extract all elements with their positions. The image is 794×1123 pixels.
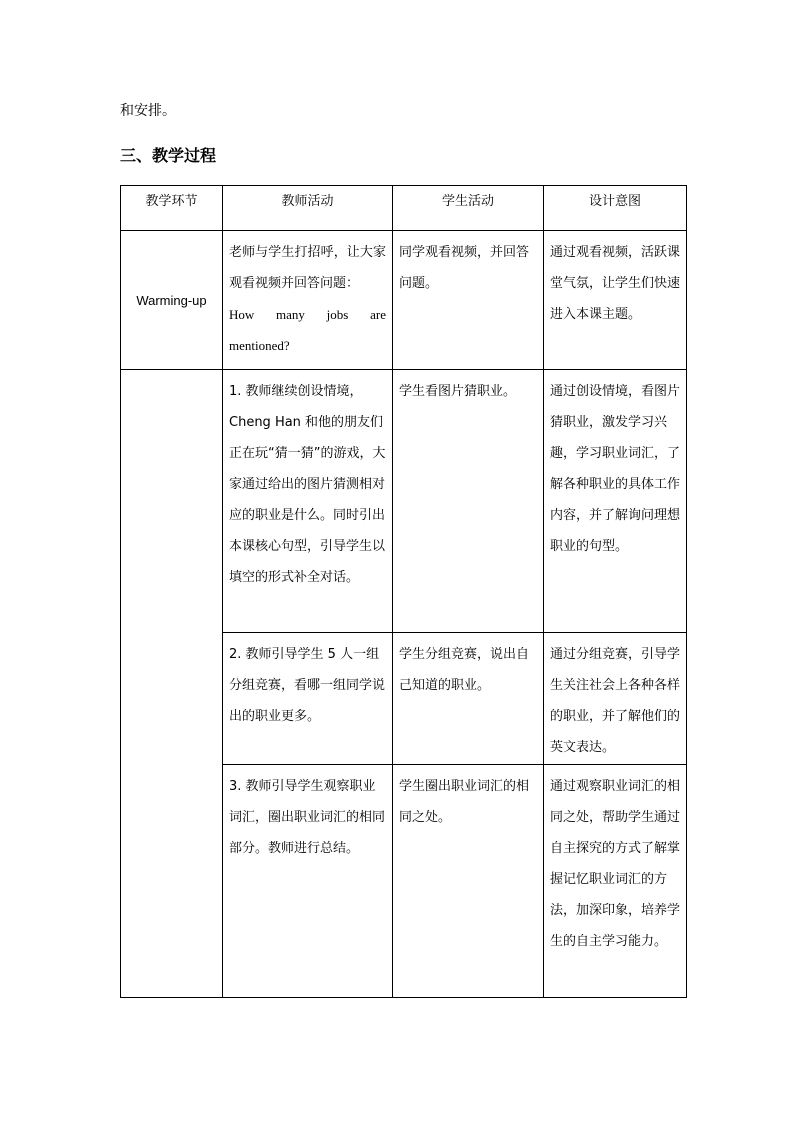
warmup-q-word: How — [229, 307, 255, 322]
teacher-activity-text: 3. 教师引导学生观察职业词汇，圈出职业词汇的相同部分。教师进行总结。 — [229, 779, 386, 856]
stage-presentation — [121, 370, 223, 998]
student-activity-cell — [393, 633, 544, 765]
teacher-activity-cell — [223, 370, 393, 633]
warmup-teacher-activity — [223, 231, 393, 370]
student-activity-text: 学生分组竞赛，说出自己知道的职业。 — [399, 647, 530, 693]
intro-text: 和安排。 — [120, 103, 176, 119]
warmup-intent-text: 通过观看视频，活跃课堂气氛，让学生们快速进入本课主题。 — [550, 245, 681, 322]
design-intent-text: 通过观察职业词汇的相同之处，帮助学生通过自主探究的方式了解掌握记忆职业词汇的方法，加深印象，培养学生的自主学习能力。 — [550, 779, 681, 949]
warmup-design-intent — [544, 231, 687, 370]
stage-warmup — [121, 231, 223, 370]
header-teacher-activity: 教师活动 — [223, 186, 393, 231]
teacher-activity-cell — [223, 633, 393, 765]
teacher-activity-text: 1. 教师继续创设情境，Cheng Han 和他的朋友们正在玩“猜一猜”的游戏，大家通过给出的图片猜测相对应的职业是什么。同时引出本课核心句型，引导学生以填空的形式补全对话。 — [229, 384, 386, 585]
warmup-student-activity — [393, 231, 544, 370]
design-intent-cell — [544, 633, 687, 765]
student-activity-text: 学生看图片猜职业。 — [399, 384, 517, 399]
teacher-activity-text: 2. 教师引导学生 5 人一组分组竞赛，看哪一组同学说出的职业更多。 — [229, 647, 386, 724]
table-row-warmup — [121, 231, 687, 370]
table-header-row — [121, 186, 687, 231]
warmup-q-word: many — [276, 307, 305, 322]
student-activity-cell — [393, 370, 544, 633]
warmup-q-word: jobs — [326, 307, 349, 322]
student-activity-text: 学生圈出职业词汇的相同之处。 — [399, 779, 530, 825]
design-intent-cell — [544, 765, 687, 998]
stage-warmup-label: Warming-up — [136, 292, 207, 308]
design-intent-text: 通过分组竞赛，引导学生关注社会上各种各样的职业，并了解他们的英文表达。 — [550, 647, 681, 755]
design-intent-cell — [544, 370, 687, 633]
warmup-question-end: mentioned? — [229, 338, 290, 353]
warmup-question-line — [229, 299, 386, 330]
design-intent-text: 通过创设情境，看图片猜职业，激发学习兴趣，学习职业词汇，了解各种职业的具体工作内容，并了解询问理想职业的句型。 — [550, 384, 681, 554]
section-title: 三、教学过程 — [120, 146, 217, 165]
warmup-teacher-text: 老师与学生打招呼，让大家观看视频并回答问题： — [229, 245, 386, 291]
table-row — [121, 370, 687, 633]
teacher-activity-cell — [223, 765, 393, 998]
header-stage: 教学环节 — [121, 186, 223, 231]
warmup-q-word: are — [370, 307, 386, 322]
student-activity-cell — [393, 765, 544, 998]
header-design-intent: 设计意图 — [544, 186, 687, 231]
warmup-student-text: 同学观看视频，并回答问题。 — [399, 245, 530, 291]
header-student-activity: 学生活动 — [393, 186, 544, 231]
teaching-process-table — [120, 185, 687, 998]
